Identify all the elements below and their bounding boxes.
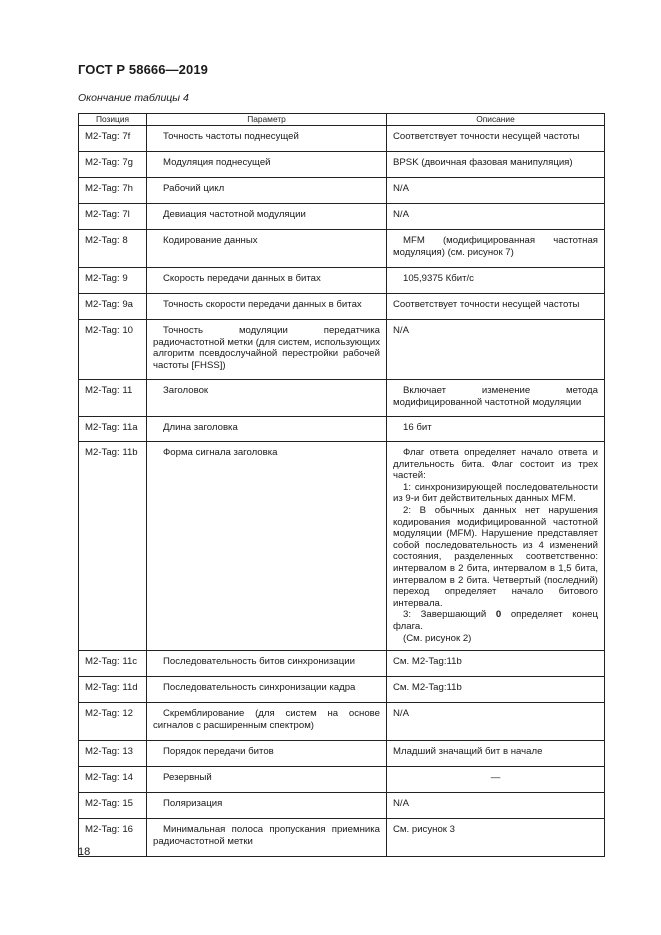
cell-parameter: Резервный — [147, 767, 387, 793]
cell-parameter: Кодирование данных — [147, 230, 387, 268]
cell-parameter: Порядок передачи битов — [147, 741, 387, 767]
description-paragraph: Флаг ответа определяет начало ответа и длительность бита. Флаг состоит из трех частей: — [393, 447, 598, 482]
table-row — [79, 204, 605, 230]
cell-description: N/A — [387, 703, 605, 741]
cell-parameter: Форма сигнала заголовка — [147, 442, 387, 651]
cell-position: M2-Tag: 7h — [79, 178, 147, 204]
spec-table — [78, 113, 605, 857]
description-bold-value: 0 — [495, 609, 502, 621]
cell-position: M2-Tag: 7g — [79, 152, 147, 178]
cell-parameter: Рабочий цикл — [147, 178, 387, 204]
column-header-position: Позиция — [79, 114, 147, 126]
cell-parameter: Девиация частотной модуляции — [147, 204, 387, 230]
cell-description: N/A — [387, 178, 605, 204]
cell-position: M2-Tag: 15 — [79, 793, 147, 819]
table-row — [79, 320, 605, 380]
cell-description: BPSK (двоичная фазовая манипуляция) — [387, 152, 605, 178]
description-paragraph: 1: синхронизирующей последовательности из 9-и бит действительных данных MFM. — [393, 481, 598, 505]
cell-parameter: Длина заголовка — [147, 417, 387, 442]
cell-description: Соответствует точности несущей частоты — [387, 126, 605, 152]
document-header: ГОСТ Р 58666—2019 — [78, 62, 208, 77]
cell-position: M2-Tag: 12 — [79, 703, 147, 741]
cell-position: M2-Tag: 14 — [79, 767, 147, 793]
description-paragraph: 2: В обычных данных нет нарушения кодирования модифицированной частотной модуляции (MFM). Нарушение представляет собой последовательность из 4 изменений состояния, разделенных соответственно: интервалом в 2 бита, интервалом в 1,5 бита, интервалом в 2 бита. Четвертый (последний) переход определяет начало битового интервала. — [393, 504, 598, 609]
table-row — [79, 703, 605, 741]
cell-description: — — [387, 767, 605, 793]
table-row — [79, 819, 605, 857]
column-header-parameter: Параметр — [147, 114, 387, 126]
cell-parameter: Модуляция поднесущей — [147, 152, 387, 178]
cell-position: M2-Tag: 11 — [79, 380, 147, 417]
cell-description: См. M2-Tag:11b — [387, 651, 605, 677]
description-text: определяет конец флага. — [393, 609, 598, 632]
cell-position: M2-Tag: 11a — [79, 417, 147, 442]
table-row — [79, 268, 605, 294]
cell-position: M2-Tag: 11b — [79, 442, 147, 651]
cell-position: M2-Tag: 7l — [79, 204, 147, 230]
table-row — [79, 380, 605, 417]
cell-parameter: Поляризация — [147, 793, 387, 819]
cell-description: Включает изменение метода модифицированной частотной модуляции — [387, 380, 605, 417]
cell-parameter: Последовательность битов синхронизации — [147, 651, 387, 677]
description-paragraph: (См. рисунок 2) — [403, 632, 472, 644]
cell-description: N/A — [387, 320, 605, 380]
cell-position: M2-Tag: 11d — [79, 677, 147, 703]
cell-position: M2-Tag: 9 — [79, 268, 147, 294]
cell-description: N/A — [387, 204, 605, 230]
cell-description: Младший значащий бит в начале — [387, 741, 605, 767]
cell-position: M2-Tag: 7f — [79, 126, 147, 152]
cell-position: M2-Tag: 16 — [79, 819, 147, 857]
cell-position: M2-Tag: 10 — [79, 320, 147, 380]
cell-description: MFM (модифицированная частотная модуляция) (см. рисунок 7) — [387, 230, 605, 268]
cell-position: M2-Tag: 9a — [79, 294, 147, 320]
cell-parameter: Минимальная полоса пропускания приемника радиочастотной метки — [147, 819, 387, 857]
cell-description — [387, 442, 605, 651]
cell-position: M2-Tag: 13 — [79, 741, 147, 767]
table-row — [79, 230, 605, 268]
table-row — [79, 126, 605, 152]
cell-parameter: Скорость передачи данных в битах — [147, 268, 387, 294]
column-header-description: Описание — [387, 114, 605, 126]
table-row — [79, 152, 605, 178]
table-row — [79, 677, 605, 703]
description-paragraph — [393, 609, 598, 632]
table-row — [79, 651, 605, 677]
table-caption: Окончание таблицы 4 — [78, 92, 189, 104]
cell-position: M2-Tag: 11c — [79, 651, 147, 677]
cell-parameter: Точность скорости передачи данных в битах — [147, 294, 387, 320]
cell-description: См. рисунок 3 — [387, 819, 605, 857]
table-row — [79, 417, 605, 442]
cell-description: N/A — [387, 793, 605, 819]
cell-parameter: Точность модуляции передатчика радиочастотной метки (для систем, использующих алгоритм псевдослучайной перестройки рабочей частоты [FHSS]) — [147, 320, 387, 380]
cell-parameter: Точность частоты поднесущей — [147, 126, 387, 152]
table-row — [79, 793, 605, 819]
description-text: 3: Завершающий — [403, 609, 487, 621]
table-row — [79, 294, 605, 320]
cell-parameter: Скремблирование (для систем на основе сигналов с расширенным спектром) — [147, 703, 387, 741]
cell-description: 16 бит — [387, 417, 605, 442]
table-header-row — [79, 114, 605, 126]
cell-description: См. M2-Tag:11b — [387, 677, 605, 703]
table-row — [79, 442, 605, 651]
page-number: 18 — [78, 846, 91, 858]
cell-position: M2-Tag: 8 — [79, 230, 147, 268]
cell-parameter: Последовательность синхронизации кадра — [147, 677, 387, 703]
table-row — [79, 741, 605, 767]
cell-parameter: Заголовок — [147, 380, 387, 417]
cell-description: 105,9375 Кбит/с — [387, 268, 605, 294]
table-row — [79, 767, 605, 793]
cell-description: Соответствует точности несущей частоты — [387, 294, 605, 320]
table-row — [79, 178, 605, 204]
